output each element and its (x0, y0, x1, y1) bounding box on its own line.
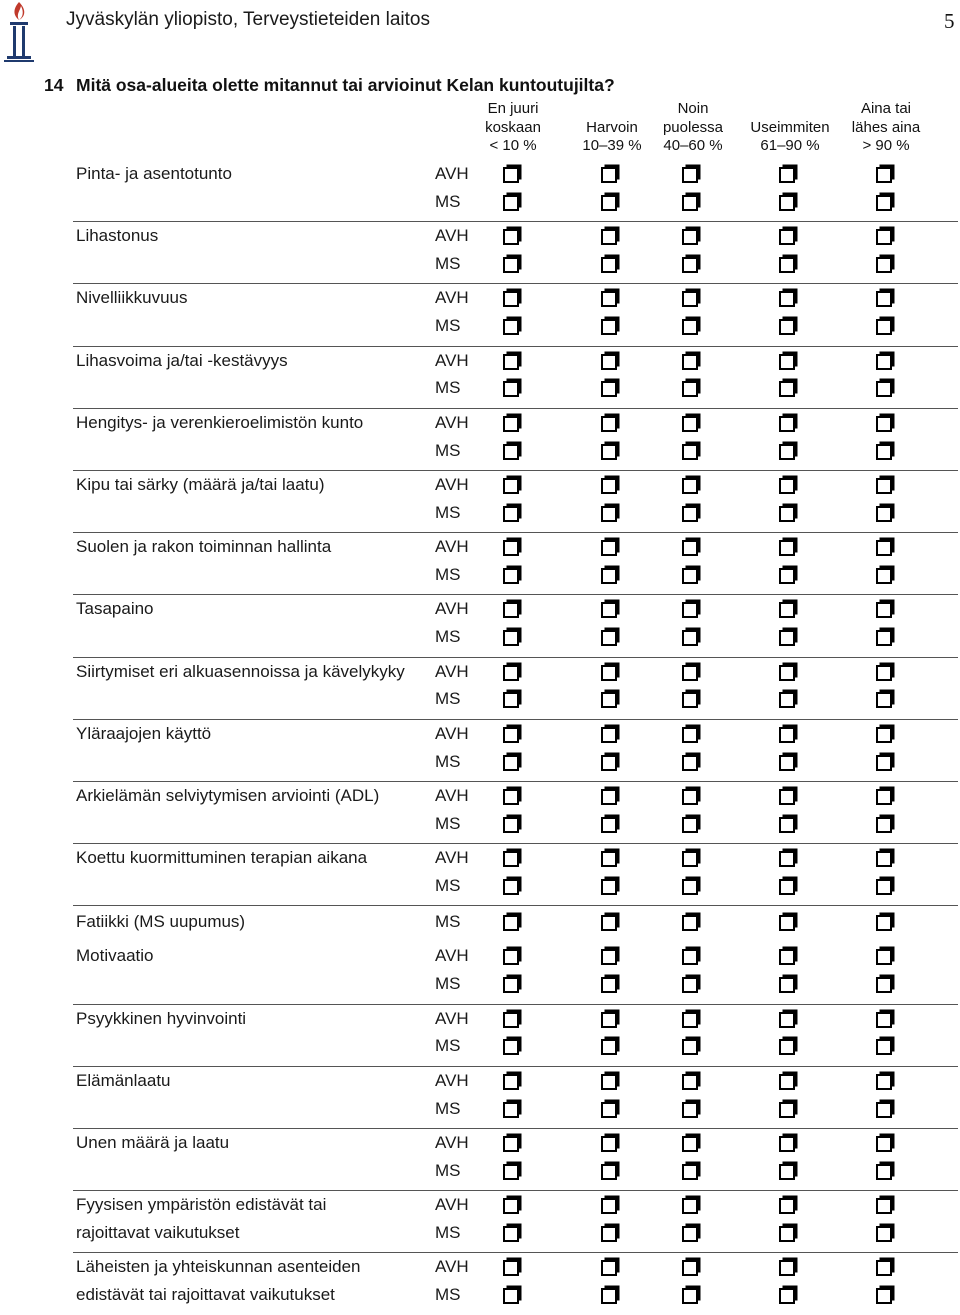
topic-row (73, 844, 958, 906)
topic-label: Siirtymiset eri alkuasennoissa ja kävelykyky (76, 661, 405, 681)
checkbox-avh-col5[interactable] (876, 727, 892, 743)
checkbox-avh-col3[interactable] (682, 291, 698, 307)
checkbox-avh-col4[interactable] (779, 354, 795, 370)
column-header-line: > 90 % (862, 137, 910, 154)
checkbox-avh-col5[interactable] (876, 1012, 892, 1028)
checkbox-ms-col2[interactable] (601, 568, 617, 584)
column-header-line: puolessa (662, 118, 724, 136)
checkbox-ms-col3[interactable] (682, 506, 698, 522)
topic-row (73, 160, 958, 222)
checkbox-ms-col2[interactable] (601, 915, 617, 931)
checkbox-avh-col3[interactable] (682, 167, 698, 183)
checkbox-avh-col1[interactable] (503, 1260, 519, 1276)
checkbox-ms-col2[interactable] (601, 506, 617, 522)
topic-label: Lihastonus (76, 226, 159, 246)
measure-label-avh: AVH (435, 1257, 469, 1277)
measure-label-avh: AVH (435, 848, 469, 868)
checkbox-ms-col5[interactable] (876, 755, 892, 771)
measure-label-avh: AVH (435, 350, 469, 370)
topic-row (73, 347, 958, 409)
checkbox-avh-col5[interactable] (876, 416, 892, 432)
topic-row (73, 471, 958, 533)
topic-row (73, 222, 958, 284)
checkbox-avh-col4[interactable] (779, 478, 795, 494)
checkbox-ms-col2[interactable] (601, 444, 617, 460)
checkbox-ms-col4[interactable] (779, 1102, 795, 1118)
checkbox-ms-col2[interactable] (601, 1288, 617, 1304)
checkbox-ms-col1[interactable] (503, 444, 519, 460)
checkbox-ms-col4[interactable] (779, 915, 795, 931)
measure-label-avh: AVH (435, 226, 469, 246)
checkbox-avh-col1[interactable] (503, 291, 519, 307)
checkbox-ms-col4[interactable] (779, 630, 795, 646)
checkbox-avh-col5[interactable] (876, 789, 892, 805)
checkbox-avh-col1[interactable] (503, 1074, 519, 1090)
checkbox-ms-col1[interactable] (503, 1102, 519, 1118)
checkbox-avh-col5[interactable] (876, 1136, 892, 1152)
checkbox-ms-col2[interactable] (601, 195, 617, 211)
topic-row (73, 1129, 958, 1191)
checkbox-ms-col4[interactable] (779, 319, 795, 335)
checkbox-avh-col1[interactable] (503, 1136, 519, 1152)
checkbox-ms-col2[interactable] (601, 755, 617, 771)
checkbox-ms-col1[interactable] (503, 257, 519, 273)
checkbox-ms-col1[interactable] (503, 879, 519, 895)
checkbox-ms-col5[interactable] (876, 630, 892, 646)
column-header-line: Useimmiten (750, 118, 830, 136)
measure-label-avh: AVH (435, 412, 469, 432)
topic-label: Psyykkinen hyvinvointi (76, 1008, 247, 1028)
measure-label-avh: AVH (435, 288, 469, 308)
checkbox-ms-col5[interactable] (876, 319, 892, 335)
topic-row (73, 1253, 958, 1315)
checkbox-avh-col3[interactable] (682, 602, 698, 618)
checkbox-ms-col1[interactable] (503, 319, 519, 335)
topic-row (73, 533, 958, 595)
checkbox-avh-col2[interactable] (601, 1012, 617, 1028)
checkbox-ms-col1[interactable] (503, 506, 519, 522)
topic-label: Tasapaino (76, 599, 154, 619)
checkbox-avh-col3[interactable] (682, 1012, 698, 1028)
topic-label: Koettu kuormittuminen terapian aikana (76, 848, 368, 868)
checkbox-ms-col5[interactable] (876, 1164, 892, 1180)
checkbox-avh-col2[interactable] (601, 789, 617, 805)
topic-label: Nivelliikkuvuus (76, 288, 188, 308)
checkbox-avh-col2[interactable] (601, 229, 617, 245)
measure-label-ms: MS (435, 316, 461, 336)
topic-label: Elämänlaatu (76, 1070, 171, 1090)
measure-label-ms: MS (435, 1222, 461, 1242)
checkbox-ms-col3[interactable] (682, 319, 698, 335)
checkbox-avh-col3[interactable] (682, 478, 698, 494)
checkbox-avh-col5[interactable] (876, 602, 892, 618)
checkbox-ms-col1[interactable] (503, 1039, 519, 1055)
checkbox-avh-col4[interactable] (779, 416, 795, 432)
checkbox-ms-col4[interactable] (779, 977, 795, 993)
checkbox-ms-col4[interactable] (779, 1226, 795, 1242)
measure-label-ms: MS (435, 1160, 461, 1180)
checkbox-ms-col3[interactable] (682, 817, 698, 833)
checkbox-ms-col2[interactable] (601, 1039, 617, 1055)
checkbox-avh-col2[interactable] (601, 1074, 617, 1090)
measure-label-ms: MS (435, 813, 461, 833)
checkbox-ms-col4[interactable] (779, 817, 795, 833)
checkbox-ms-col1[interactable] (503, 630, 519, 646)
checkbox-avh-col5[interactable] (876, 851, 892, 867)
topic-row (73, 1191, 958, 1253)
measure-label-avh: AVH (435, 1195, 469, 1215)
topic-label: rajoittavat vaikutukset (76, 1222, 240, 1242)
measure-label-ms: MS (435, 912, 461, 932)
checkbox-ms-col5[interactable] (876, 817, 892, 833)
checkbox-avh-col4[interactable] (779, 1198, 795, 1214)
checkbox-avh-col1[interactable] (503, 665, 519, 681)
checkbox-ms-col1[interactable] (503, 1226, 519, 1242)
column-header-line: 40–60 % (663, 137, 723, 154)
checkbox-avh-col5[interactable] (876, 949, 892, 965)
checkbox-avh-col2[interactable] (601, 1136, 617, 1152)
checkbox-avh-col3[interactable] (682, 540, 698, 556)
checkbox-avh-col3[interactable] (682, 416, 698, 432)
checkbox-avh-col1[interactable] (503, 167, 519, 183)
page-number: 5 (944, 9, 955, 33)
checkbox-avh-col4[interactable] (779, 167, 795, 183)
topic-label: Kipu tai särky (määrä ja/tai laatu) (76, 475, 325, 494)
column-header-line: Harvoin (586, 118, 638, 136)
checkbox-avh-col4[interactable] (779, 291, 795, 307)
topic-row (73, 658, 958, 720)
checkbox-ms-col3[interactable] (682, 915, 698, 931)
topic-row (73, 1005, 958, 1067)
checkbox-ms-col4[interactable] (779, 506, 795, 522)
checkbox-ms-col5[interactable] (876, 1102, 892, 1118)
checkbox-avh-col4[interactable] (779, 1012, 795, 1028)
measure-label-avh: AVH (435, 164, 469, 183)
checkbox-avh-col3[interactable] (682, 1074, 698, 1090)
checkbox-ms-col2[interactable] (601, 630, 617, 646)
topic-row (73, 409, 958, 471)
checkbox-ms-col3[interactable] (682, 692, 698, 708)
checkbox-ms-col3[interactable] (682, 568, 698, 584)
checkbox-ms-col1[interactable] (503, 1288, 519, 1304)
checkbox-avh-col5[interactable] (876, 1074, 892, 1090)
header-title: Jyväskylän yliopisto, Terveystieteiden laitos (66, 9, 430, 30)
measure-label-avh: AVH (435, 1070, 469, 1090)
checkbox-avh-col5[interactable] (876, 540, 892, 556)
measure-label-ms: MS (435, 502, 461, 522)
checkbox-avh-col2[interactable] (601, 478, 617, 494)
topic-label: Arkielämän selviytymisen arviointi (ADL) (76, 786, 380, 805)
checkbox-avh-col5[interactable] (876, 478, 892, 494)
checkbox-avh-col1[interactable] (503, 1198, 519, 1214)
checkbox-avh-col3[interactable] (682, 727, 698, 743)
measure-label-ms: MS (435, 751, 461, 771)
checkbox-ms-col1[interactable] (503, 755, 519, 771)
column-header-line: Noin (677, 100, 709, 117)
checkbox-avh-col1[interactable] (503, 416, 519, 432)
checkbox-ms-col5[interactable] (876, 915, 892, 931)
question-text: Mitä osa-alueita olette mitannut tai arvioinut Kelan kuntoutujilta? (76, 75, 615, 95)
checkbox-ms-col3[interactable] (682, 1288, 698, 1304)
checkbox-avh-col3[interactable] (682, 1198, 698, 1214)
topic-row (73, 906, 958, 942)
checkbox-avh-col1[interactable] (503, 354, 519, 370)
checkbox-avh-col2[interactable] (601, 291, 617, 307)
measure-label-ms: MS (435, 1036, 461, 1056)
checkbox-ms-col1[interactable] (503, 381, 519, 397)
measure-label-ms: MS (435, 689, 461, 709)
checkbox-avh-col1[interactable] (503, 789, 519, 805)
checkbox-ms-col2[interactable] (601, 1226, 617, 1242)
checkbox-ms-col3[interactable] (682, 879, 698, 895)
topic-label: Suolen ja rakon toiminnan hallinta (76, 537, 332, 557)
checkbox-avh-col4[interactable] (779, 540, 795, 556)
checkbox-ms-col2[interactable] (601, 1164, 617, 1180)
checkbox-ms-col4[interactable] (779, 879, 795, 895)
measure-label-avh: AVH (435, 723, 469, 743)
checkbox-ms-col4[interactable] (779, 1039, 795, 1055)
checkbox-avh-col2[interactable] (601, 1198, 617, 1214)
checkbox-ms-col5[interactable] (876, 444, 892, 460)
measure-label-ms: MS (435, 440, 461, 460)
topic-row (73, 942, 958, 1004)
checkbox-avh-col5[interactable] (876, 1198, 892, 1214)
checkbox-ms-col3[interactable] (682, 195, 698, 211)
checkbox-ms-col1[interactable] (503, 817, 519, 833)
measure-label-ms: MS (435, 564, 461, 584)
topic-label: Pinta- ja asentotunto (76, 164, 232, 183)
checkbox-ms-col5[interactable] (876, 506, 892, 522)
checkbox-avh-col2[interactable] (601, 540, 617, 556)
checkbox-ms-col2[interactable] (601, 1102, 617, 1118)
checkbox-ms-col5[interactable] (876, 1288, 892, 1304)
checkbox-avh-col1[interactable] (503, 727, 519, 743)
checkbox-avh-col5[interactable] (876, 229, 892, 245)
checkbox-ms-col1[interactable] (503, 1164, 519, 1180)
topic-label: Motivaatio (76, 946, 154, 966)
measure-label-avh: AVH (435, 786, 469, 805)
checkbox-ms-col3[interactable] (682, 444, 698, 460)
measure-label-avh: AVH (435, 946, 469, 966)
checkbox-avh-col5[interactable] (876, 665, 892, 681)
checkbox-avh-col2[interactable] (601, 665, 617, 681)
checkbox-avh-col2[interactable] (601, 851, 617, 867)
checkbox-avh-col2[interactable] (601, 416, 617, 432)
measure-label-ms: MS (435, 1285, 461, 1305)
topic-row (73, 284, 958, 346)
measure-label-avh: AVH (435, 661, 469, 681)
checkbox-ms-col2[interactable] (601, 319, 617, 335)
checkbox-ms-col3[interactable] (682, 381, 698, 397)
checkbox-avh-col4[interactable] (779, 229, 795, 245)
checkbox-ms-col3[interactable] (682, 630, 698, 646)
measure-label-avh: AVH (435, 1133, 469, 1152)
checkbox-avh-col4[interactable] (779, 851, 795, 867)
checkbox-avh-col2[interactable] (601, 602, 617, 618)
checkbox-ms-col1[interactable] (503, 915, 519, 931)
measure-label-ms: MS (435, 191, 461, 211)
checkbox-ms-col5[interactable] (876, 568, 892, 584)
checkbox-avh-col2[interactable] (601, 727, 617, 743)
checkbox-avh-col2[interactable] (601, 167, 617, 183)
column-header-line: Aina tai (860, 100, 912, 117)
checkbox-avh-col3[interactable] (682, 1136, 698, 1152)
checkbox-ms-col3[interactable] (682, 755, 698, 771)
checkbox-avh-col4[interactable] (779, 1074, 795, 1090)
checkbox-ms-col5[interactable] (876, 195, 892, 211)
measure-label-ms: MS (435, 974, 461, 994)
checkbox-avh-col4[interactable] (779, 949, 795, 965)
checkbox-avh-col5[interactable] (876, 354, 892, 370)
checkbox-ms-col2[interactable] (601, 257, 617, 273)
checkbox-avh-col3[interactable] (682, 1260, 698, 1276)
column-header-line: 61–90 % (760, 137, 820, 154)
checkbox-avh-col1[interactable] (503, 1012, 519, 1028)
checkbox-avh-col2[interactable] (601, 949, 617, 965)
column-header-line: < 10 % (489, 137, 537, 154)
checkbox-ms-col5[interactable] (876, 692, 892, 708)
measure-label-ms: MS (435, 378, 461, 398)
checkbox-avh-col3[interactable] (682, 851, 698, 867)
checkbox-ms-col4[interactable] (779, 755, 795, 771)
checkbox-avh-col1[interactable] (503, 602, 519, 618)
checkbox-avh-col4[interactable] (779, 789, 795, 805)
checkbox-ms-col4[interactable] (779, 1288, 795, 1304)
measure-label-ms: MS (435, 627, 461, 647)
checkbox-avh-col3[interactable] (682, 229, 698, 245)
checkbox-ms-col4[interactable] (779, 444, 795, 460)
checkbox-avh-col3[interactable] (682, 665, 698, 681)
checkbox-avh-col5[interactable] (876, 167, 892, 183)
checkbox-ms-col5[interactable] (876, 1226, 892, 1242)
topic-row (73, 720, 958, 782)
measure-label-ms: MS (435, 1098, 461, 1118)
checkbox-avh-col1[interactable] (503, 478, 519, 494)
column-header-line: lähes aina (851, 118, 921, 136)
checkbox-ms-col5[interactable] (876, 257, 892, 273)
checkbox-avh-col2[interactable] (601, 1260, 617, 1276)
checkbox-ms-col3[interactable] (682, 1164, 698, 1180)
topic-label: Läheisten ja yhteiskunnan asenteiden (76, 1257, 361, 1277)
checkbox-ms-col3[interactable] (682, 977, 698, 993)
checkbox-avh-col5[interactable] (876, 291, 892, 307)
checkbox-ms-col4[interactable] (779, 257, 795, 273)
checkbox-ms-col2[interactable] (601, 692, 617, 708)
checkbox-avh-col1[interactable] (503, 229, 519, 245)
checkbox-ms-col1[interactable] (503, 195, 519, 211)
checkbox-avh-col3[interactable] (682, 789, 698, 805)
measure-label-avh: AVH (435, 1008, 469, 1028)
checkbox-ms-col4[interactable] (779, 568, 795, 584)
topic-label: edistävät tai rajoittavat vaikutukset (76, 1285, 335, 1305)
checkbox-avh-col1[interactable] (503, 851, 519, 867)
checkbox-ms-col2[interactable] (601, 381, 617, 397)
measure-label-ms: MS (435, 253, 461, 273)
topic-row (73, 1067, 958, 1129)
checkbox-avh-col4[interactable] (779, 665, 795, 681)
measure-label-avh: AVH (435, 475, 469, 494)
checkbox-ms-col5[interactable] (876, 381, 892, 397)
checkbox-ms-col2[interactable] (601, 817, 617, 833)
checkbox-ms-col2[interactable] (601, 977, 617, 993)
topic-label: Fatiikki (MS uupumus) (76, 912, 246, 932)
checkbox-ms-col4[interactable] (779, 692, 795, 708)
topic-row (73, 595, 958, 657)
column-header-line: 10–39 % (582, 137, 642, 154)
topic-label: Hengitys- ja verenkieroelimistön kunto (76, 412, 364, 432)
checkbox-ms-col5[interactable] (876, 879, 892, 895)
checkbox-ms-col3[interactable] (682, 1102, 698, 1118)
measure-label-avh: AVH (435, 599, 469, 619)
checkbox-avh-col1[interactable] (503, 949, 519, 965)
checkbox-ms-col4[interactable] (779, 1164, 795, 1180)
checkbox-ms-col1[interactable] (503, 692, 519, 708)
checkbox-ms-col1[interactable] (503, 977, 519, 993)
column-header-line: koskaan (485, 118, 541, 136)
checkbox-ms-col4[interactable] (779, 381, 795, 397)
topic-label: Unen määrä ja laatu (76, 1133, 230, 1152)
checkbox-ms-col1[interactable] (503, 568, 519, 584)
checkbox-avh-col5[interactable] (876, 1260, 892, 1276)
topic-label: Fyysisen ympäristön edistävät tai (76, 1195, 327, 1215)
checkbox-avh-col2[interactable] (601, 354, 617, 370)
column-header-line: En juuri (487, 100, 539, 117)
measure-label-ms: MS (435, 875, 461, 895)
checkbox-ms-col3[interactable] (682, 1039, 698, 1055)
checkbox-avh-col4[interactable] (779, 602, 795, 618)
topic-label: Lihasvoima ja/tai -kestävyys (76, 350, 288, 370)
measure-label-avh: AVH (435, 537, 469, 557)
checkbox-avh-col3[interactable] (682, 354, 698, 370)
checkbox-ms-col4[interactable] (779, 195, 795, 211)
checkbox-avh-col4[interactable] (779, 1136, 795, 1152)
checkbox-ms-col3[interactable] (682, 1226, 698, 1242)
checkbox-ms-col2[interactable] (601, 879, 617, 895)
checkbox-avh-col4[interactable] (779, 727, 795, 743)
checkbox-avh-col4[interactable] (779, 1260, 795, 1276)
topic-row (73, 782, 958, 844)
checkbox-ms-col3[interactable] (682, 257, 698, 273)
topic-label: Yläraajojen käyttö (76, 723, 212, 743)
checkbox-ms-col5[interactable] (876, 1039, 892, 1055)
checkbox-ms-col5[interactable] (876, 977, 892, 993)
question-number: 14 (44, 75, 64, 95)
checkbox-avh-col3[interactable] (682, 949, 698, 965)
checkbox-avh-col1[interactable] (503, 540, 519, 556)
